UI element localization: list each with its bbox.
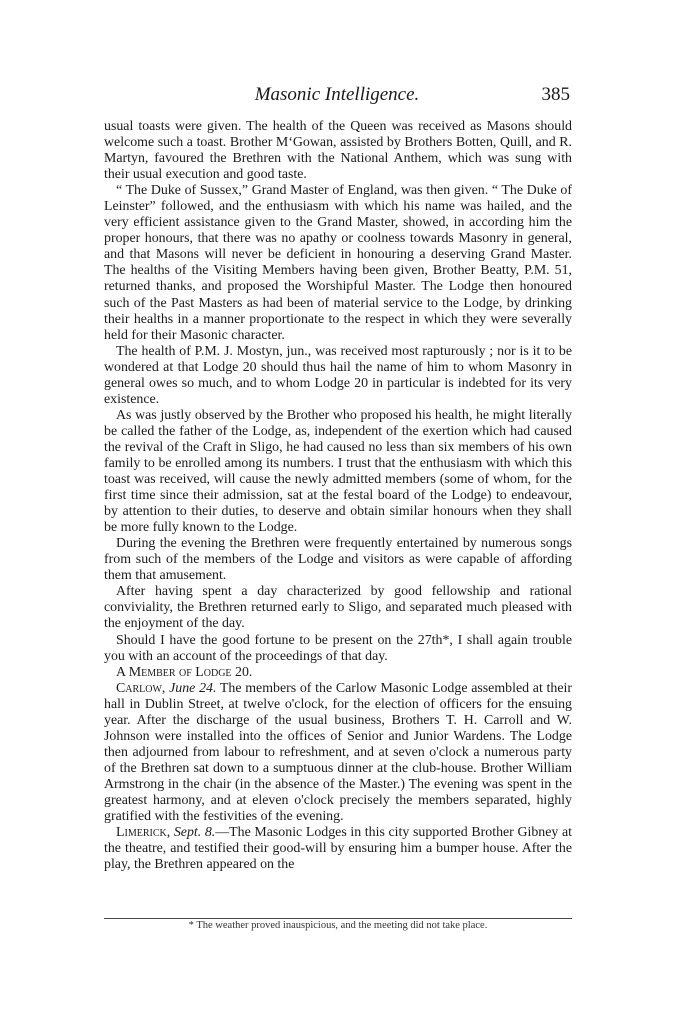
footnote: * The weather proved inauspicious, and the meeting did not take place. [188,920,488,931]
paragraph: usual toasts were given. The health of the Queen was received as Masons should welcome such a toast. Brother M‘Gowan, assisted by Brothers Botten, Quill, and R. Martyn, favoured the Brethren with the National Anthem, which was sung with their usual execution and good taste. [104,119,572,183]
carlow-text: The members of the Carlow Masonic Lodge assembled at their hall in Dublin Street, at twelve o'clock, for the election of officers for the ensuing year. After the discharge of the usual business, Brothers T. H. Carroll and W. Johnson were installed into the offices of Senior and Junior Wardens. The Lodge then adjourned from labour to refreshment, and at seven o'clock a numerous party of the Brethren sat down to a sumptuous dinner at the club-house. Brother William Armstrong in the chair (in the absence of the Master.) The evening was spent in the greatest harmony, and at eleven o'clock precisely the members separated, highly gratified with the festivities of the evening. [104,680,572,825]
paragraph: The health of P.M. J. Mostyn, jun., was received most rapturously ; nor is it to be wondered at that Lodge 20 should thus hail the name of him to whom Masonry in general owes so much, and to whom Lodge 20 in particular is indebted for its very existence. [104,343,572,407]
paragraph: After having spent a day characterized by good fellowship and rational conviviality, the Brethren returned early to Sligo, and separated much pleased with the enjoyment of the day. [104,584,572,632]
page-header [104,84,570,110]
running-title: Masonic Intelligence. [254,84,420,105]
paragraph: During the evening the Brethren were frequently entertained by numerous songs from such of the members of the Lodge and visitors as were capable of affording them that amusement. [104,536,572,584]
carlow-report [104,681,572,825]
paragraph: Should I have the good fortune to be present on the 27th*, I shall again trouble you with an account of the proceedings of that day. [104,632,572,664]
paragraph: “ The Duke of Sussex,” Grand Master of England, was then given. “ The Duke of Leinster” followed, and the enthusiasm with which his name was hailed, and the very efficient assistance given to the Grand Master, showed, in according him the proper honours, that there was no apathy or coolness towards Masonry in general, and that Masons will never be deficient in honouring a deserving Grand Master. The healths of the Visiting Members having been given, Brother Beatty, P.M. 51, returned thanks, and proposed the Worshipful Master. The Lodge then honoured such of the Past Masters as had been of material service to the Lodge, by drinking their healths in a manner proportionate to the respect in which they were severally held for their Masonic character. [104,183,572,343]
carlow-place: Carlow, [116,680,166,696]
footnote-rule [104,918,572,919]
paragraph: As was justly observed by the Brother who proposed his health, he might literally be called the father of the Lodge, as, independent of the exertion which had caused the revival of the Craft in Sligo, he had caused no less than six members of his own family to be enrolled among its numbers. I trust that the enthusiasm with which this toast was received, will cause the newly admitted members (some of whom, for the first time since their admission, sat at the festal board of the Lodge) to endeavour, by attention to their duties, to deserve and obtain similar honours when they shall be more fully known to the Lodge. [104,407,572,536]
page-number: 385 [541,84,570,105]
article-body [104,119,572,873]
signature: A Member of Lodge 20. [116,664,253,680]
carlow-date: June 24. [169,680,217,696]
limerick-date: Sept. 8. [173,825,216,841]
limerick-place: Limerick, [116,825,171,841]
limerick-report [104,825,572,873]
limerick-text: —The Masonic Lodges in this city supported Brother Gibney at the theatre, and testified their good-will by ensuring him a bumper house. After the play, the Brethren appeared on the [104,825,572,873]
